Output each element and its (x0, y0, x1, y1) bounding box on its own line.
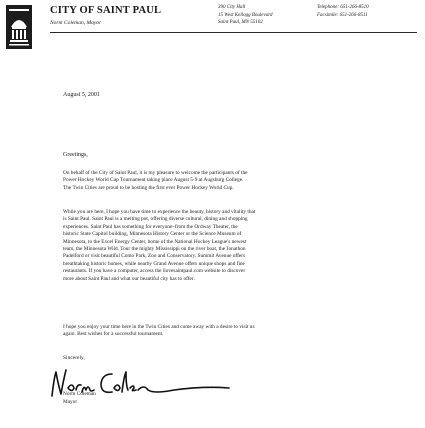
paragraph-line: restaurants. If you have a computer, access the ilovesaintpaul.com website to discover (63, 268, 246, 275)
paragraph-line: On behalf of the City of Saint Paul, it is my pleasure to welcome the participants of the (63, 170, 248, 176)
city-seal-icon (6, 5, 32, 49)
paragraph-line: Padelford or visit beautiful Como Park, Zoo and Conservatory. Summit Avenue offers (63, 253, 246, 260)
paragraph-line: I hope you enjoy your time here in the Twin Cities and come away with a desire to visit us (63, 324, 255, 330)
paragraph-line: While you are here, I hope you have time to experience the beauty, history and vitality that (63, 209, 256, 215)
city-name: CITY OF SAINT PAUL (50, 5, 162, 16)
paragraph-city-info (63, 209, 393, 283)
paragraph-farewell (63, 324, 393, 339)
paragraph-line: Minnesota, to the Excel Energy Center, home of the National Hockey League's newest (63, 238, 247, 245)
signer-title: Mayor (63, 398, 78, 405)
letterhead-divider (50, 32, 417, 33)
closing: Sincerely, (63, 355, 85, 361)
paragraph-line: more about Saint Paul and what our beautiful city has to offer. (63, 275, 195, 282)
contact-block (317, 4, 369, 19)
signer-block (63, 391, 96, 406)
address-block (218, 4, 273, 27)
paragraph-line: team, the Minnesota Wild. Tour the mighty Mississippi on the river boat, the Jonathon (63, 246, 246, 253)
paragraph-line: breathtaking historic homes, while nearby Grand Avenue offers unique shops and fine (63, 260, 245, 267)
paragraph-line: again. Best wishes for a successful tournament. (63, 331, 164, 338)
telephone-line: Telephone: 651-266-8510 (317, 5, 369, 10)
letter-date: August 5, 2001 (63, 92, 100, 98)
address-line: Saint Paul, MN 55102 (218, 20, 263, 25)
paragraph-line: experiences. Saint Paul has something for everyone–from the Ordway Theater, the (63, 223, 238, 230)
greeting: Greetings, (63, 152, 88, 158)
paragraph-line: Power Hockey World Cup Tournament taking place August 5-9 at Augsburg College. (63, 177, 244, 184)
paragraph-line: historic State Capitol building, Minnesota History Center or the Science Museum of (63, 231, 242, 238)
paragraph-welcome (63, 170, 393, 192)
paragraph-line: is Saint Paul. Saint Paul is a melting pot, offering diverse cultural, dining and shopping (63, 216, 248, 223)
address-line: 390 City Hall (218, 5, 246, 10)
address-line: 15 West Kellogg Boulevard (218, 12, 273, 18)
facsimile-line: Facsimile: 651-266-8511 (317, 12, 368, 18)
mayor-line: Norm Coleman, Mayor (50, 20, 102, 26)
paragraph-line: The Twin Cities are proud to be hosting the first ever Power Hockey World Cup. (63, 184, 234, 191)
signer-name: Norm Coleman (63, 391, 96, 397)
